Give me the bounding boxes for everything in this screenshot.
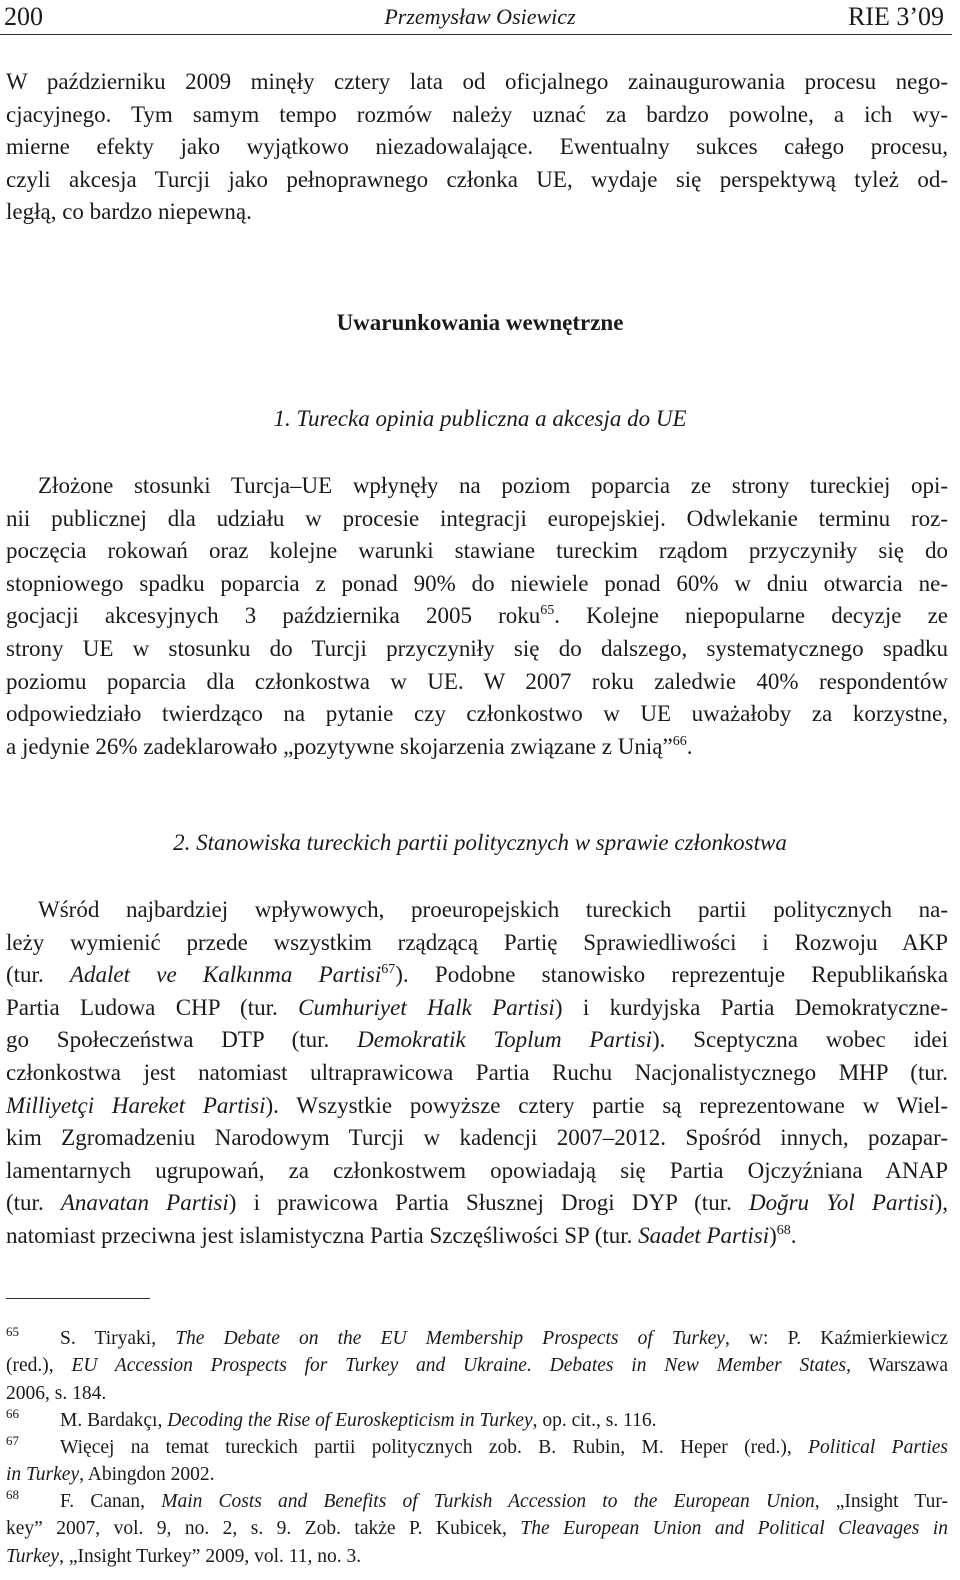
footnote-line: $^{65}$ S. Tiryaki, The Debate on the EU Membership Prospects of Turkey, w: P. Kaźmierkiewicz (6, 1324, 949, 1349)
section-heading: Uwarunkowania wewnętrzne (336, 310, 624, 335)
text-line: stopniowego spadku poparcia z ponad 90% do niewiele ponad 60% w dniu otwarcia ne- (6, 570, 948, 596)
subsection-heading-1: 1. Turecka opinia publiczna a akcesja do UE (273, 406, 687, 431)
footnote-68 (6, 1488, 948, 1570)
text-line: Wśród najbardziej wpływowych, proeuropejskich tureckich partii politycznych na- (38, 897, 948, 922)
running-author: Przemysław Osiewicz (384, 4, 576, 29)
text-line: Partia Ludowa CHP (tur. Cumhuriyet Halk Partisi) i kurdyjska Partia Demokratyczne- (6, 994, 949, 1020)
text-line: cjacyjnego. Tym samym tempo rozmów należy uznać za bardzo powolne, a ich wy- (6, 101, 948, 127)
page-number: 200 (4, 2, 43, 31)
footnote-line: (red.), EU Accession Prospects for Turkey and Ukraine. Debates in New Member States, Warszawa (6, 1355, 949, 1377)
paragraph-public-opinion (6, 470, 948, 763)
text-line: W październiku 2009 minęły cztery lata od oficjalnego zainaugurowania procesu nego- (6, 69, 948, 94)
text-line: członkostwa jest natomiast ultraprawicowa Partia Ruchu Nacjonalistycznego MHP (tur. (6, 1059, 948, 1085)
text-line: (tur. Adalet ve Kalkınma Partisi$^{67}$). Podobne stanowisko reprezentuje Republikańska (6, 962, 948, 988)
text-line: (tur. Anavatan Partisi) i prawicowa Partia Słusznej Drogi DYP (tur. Doğru Yol Partisi), (6, 1190, 948, 1216)
footnote-ref-66[interactable]: 66 (672, 733, 687, 749)
text-line: ległą, co bardzo niepewną. (6, 199, 252, 225)
footnote-66 (6, 1407, 948, 1434)
footnote-line: 2006, s. 184. (6, 1382, 107, 1404)
footnote-67 (6, 1434, 948, 1489)
footnote-line: $^{66}$ M. Bardakçı, Decoding the Rise of Euroskepticism in Turkey, op. cit., s. 116. (6, 1406, 657, 1431)
text-line: gocjacji akcesyjnych 3 października 2005 roku$^{65}$. Kolejne niepopularne decyzje ze (6, 603, 948, 629)
text-line: kim Zgromadzeniu Narodowym Turcji w kadencji 2007–2012. Spośród innych, pozapar- (6, 1125, 948, 1151)
text-line: natomiast przeciwna jest islamistyczna Partia Szczęśliwości SP (tur. Saadet Partisi)$^{68}$. (6, 1222, 797, 1248)
footnote-divider (6, 1298, 150, 1299)
paragraph-parties (6, 894, 948, 1253)
footnote-line: key” 2007, vol. 9, no. 2, s. 9. Zob. także P. Kubicek, The European Union and Political Cleavages in (6, 1518, 948, 1540)
text-line: Milliyetçi Hareket Partisi). Wszystkie powyższe cztery partie są reprezentowane w Wiel- (6, 1092, 948, 1118)
text-line: odpowiedziało twierdząco na pytanie czy członkostwo w UE uważałoby za korzystne, (6, 701, 948, 727)
text-line: lamentarnych ugrupowań, za członkostwem opowiadają się Partia Ojczyźniana ANAP (6, 1157, 948, 1183)
intro-paragraph (6, 66, 948, 229)
footnote-ref-68[interactable]: 68 (776, 1222, 791, 1238)
text-line: Złożone stosunki Turcja–UE wpłynęły na poziom poparcia ze strony tureckiej opi- (38, 473, 948, 498)
running-header (0, 0, 952, 35)
footnote-line: $^{68}$ F. Canan, Main Costs and Benefits of Turkish Accession to the European Union, „Insight Tur- (6, 1487, 948, 1512)
journal-issue: RIE 3’09 (847, 2, 944, 31)
text-line: czyli akcesja Turcji jako pełnoprawnego członka UE, wydaje się perspektywą tyleż od- (6, 166, 948, 192)
footnote-65 (6, 1325, 948, 1407)
text-line: a jedynie 26% zadeklarowało „pozytywne skojarzenia związane z Unią”$^{66}$. (6, 733, 693, 759)
footnote-line: Turkey, „Insight Turkey” 2009, vol. 11, no. 3. (6, 1545, 362, 1567)
text-line: mierne efekty jako wyjątkowo niezadowalające. Ewentualny sukces całego procesu, (6, 134, 948, 160)
text-line: poziomu poparcia dla członkostwa w UE. W 2007 roku zaledwie 40% respondentów (6, 668, 948, 694)
text-line: poczęcia rokowań oraz kolejne warunki stawiane tureckim rządom przyczyniły się do (6, 538, 948, 564)
footnote-ref-65[interactable]: 65 (540, 603, 555, 619)
footnote-line: in Turkey, Abingdon 2002. (6, 1464, 215, 1486)
footnote-ref-67[interactable]: 67 (381, 962, 396, 978)
footnote-line: $^{67}$ Więcej na temat tureckich partii politycznych zob. B. Rubin, M. Heper (red.), Political Parties (6, 1433, 948, 1458)
text-line: nii publicznej dla udziału w procesie integracji europejskiej. Odwlekanie terminu roz- (6, 505, 948, 531)
text-line: strony UE w stosunku do Turcji przyczyniły się do dalszego, systematycznego spadku (6, 635, 948, 661)
subsection-heading-2: 2. Stanowiska tureckich partii politycznych w sprawie członkostwa (173, 830, 787, 855)
text-line: go Społeczeństwa DTP (tur. Demokratik Toplum Partisi). Sceptyczna wobec idei (6, 1027, 948, 1053)
text-line: leży wymienić przede wszystkim rządzącą Partię Sprawiedliwości i Rozwoju AKP (6, 929, 948, 955)
